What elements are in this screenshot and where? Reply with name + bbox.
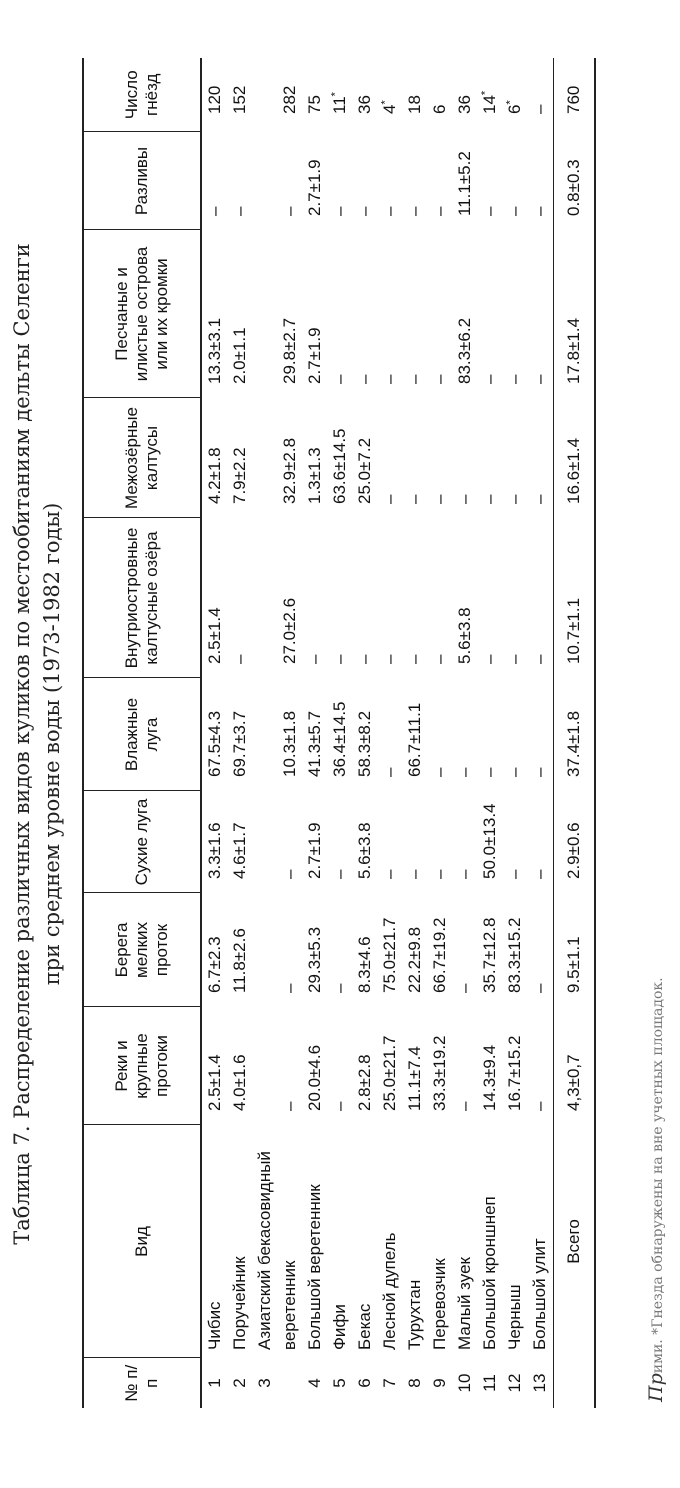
table-row xyxy=(201,58,227,1408)
row-nests: 18 xyxy=(405,95,424,114)
row-species: веретенник xyxy=(280,1260,299,1350)
row-banks: 35.7±12.8 xyxy=(480,917,499,993)
row-dry: – xyxy=(505,869,524,879)
row-sand: – xyxy=(380,374,399,384)
row-wet: 69.7±3.7 xyxy=(230,710,249,777)
row-lakes: – xyxy=(530,654,549,664)
total-wet: 37.4±1.8 xyxy=(554,678,596,791)
row-dry: – xyxy=(530,869,549,879)
row-dry: – xyxy=(405,869,424,879)
row-dry: 2.7±1.9 xyxy=(305,822,324,879)
row-interlake: – xyxy=(455,494,474,504)
row-interlake: – xyxy=(530,494,549,504)
row-num: 8 xyxy=(405,1378,424,1388)
row-wet: – xyxy=(530,767,549,777)
row-dry: – xyxy=(280,869,299,879)
row-dry: 3.3±1.6 xyxy=(205,822,224,879)
row-dry: 4.6±1.7 xyxy=(230,822,249,879)
row-interlake: 7.9±2.2 xyxy=(230,447,249,504)
table-body xyxy=(201,58,595,1408)
row-nests-cell xyxy=(452,58,477,132)
row-floods: – xyxy=(355,206,374,216)
row-rivers: 33.3±19.2 xyxy=(430,1035,449,1111)
row-floods: – xyxy=(230,206,249,216)
row-species: Перевозчик xyxy=(430,1258,449,1350)
row-banks: 6.7±2.3 xyxy=(205,936,224,993)
row-nests: 36 xyxy=(455,95,474,114)
row-rivers xyxy=(252,1007,277,1125)
row-sand: 2.0±1.1 xyxy=(230,327,249,384)
row-species: Бекас xyxy=(355,1303,374,1350)
row-wet: 10.3±1.8 xyxy=(280,710,299,777)
row-lakes: – xyxy=(505,654,524,664)
row-rivers: 20.0±4.6 xyxy=(305,1044,324,1111)
row-num: 4 xyxy=(305,1378,324,1388)
table-row xyxy=(352,58,377,1408)
table-row xyxy=(502,58,527,1408)
row-lakes: – xyxy=(380,654,399,664)
row-lakes: – xyxy=(305,654,324,664)
row-nests: 152 xyxy=(230,85,249,114)
row-rivers: – xyxy=(330,1101,349,1111)
footnote xyxy=(645,977,667,1402)
row-banks: – xyxy=(330,983,349,993)
row-wet: – xyxy=(480,767,499,777)
row-rivers: 14.3±9.4 xyxy=(480,1044,499,1111)
row-num: 3 xyxy=(255,1378,274,1388)
row-species: Поручейник xyxy=(230,1256,249,1350)
row-sand: 13.3±3.1 xyxy=(205,317,224,384)
row-rivers: 2.8±2.8 xyxy=(355,1054,374,1111)
row-lakes: – xyxy=(480,654,499,664)
row-wet: 36.4±14.5 xyxy=(330,701,349,777)
total-nests: 760 xyxy=(554,58,596,132)
row-sand xyxy=(252,230,277,398)
row-nests-cell xyxy=(201,58,227,132)
row-lakes: – xyxy=(330,654,349,664)
row-lakes: – xyxy=(355,654,374,664)
row-floods xyxy=(252,132,277,230)
row-banks xyxy=(252,893,277,1007)
row-floods: – xyxy=(380,206,399,216)
row-floods: 2.7±1.9 xyxy=(305,159,324,216)
row-species: Большой кроншнеп xyxy=(480,1196,499,1350)
row-floods: – xyxy=(480,206,499,216)
table-row xyxy=(477,58,502,1408)
row-sand: – xyxy=(505,374,524,384)
row-wet: – xyxy=(505,767,524,777)
row-num: 9 xyxy=(430,1378,449,1388)
row-nests-mark: * xyxy=(504,100,517,105)
header-floods: Разливы xyxy=(83,132,201,230)
table-row xyxy=(452,58,477,1408)
total-banks: 9.5±1.1 xyxy=(554,893,596,1007)
footnote-rest: ими. *Гнезда обнаружены на вне учетных площадок. xyxy=(650,977,666,1374)
total-lakes: 10.7±1.1 xyxy=(554,518,596,678)
row-rivers: 11.1±7.4 xyxy=(405,1046,424,1111)
row-wet: 67.5±4.3 xyxy=(205,710,224,777)
row-species: Большой улит xyxy=(530,1238,549,1350)
row-dry: – xyxy=(455,869,474,879)
header-wet: Влажные луга xyxy=(83,678,201,791)
row-lakes: 27.0±2.6 xyxy=(280,597,299,664)
row-interlake: 1.3±1.3 xyxy=(305,447,324,504)
header-species: Вид xyxy=(83,1125,201,1358)
row-nests: 75 xyxy=(305,95,324,114)
header-banks: Берега мелких проток xyxy=(83,893,201,1007)
row-dry: – xyxy=(430,869,449,879)
row-nests: 6 xyxy=(505,104,524,114)
row-nests-mark: * xyxy=(479,90,492,96)
row-species: Турухтан xyxy=(405,1279,424,1350)
table-title: Таблица 7. Распределение различных видов куликов по местообитаниям дельты Селенги xyxy=(10,243,34,1245)
row-species: Большой веретенник xyxy=(305,1184,324,1350)
row-nests-mark: * xyxy=(329,92,342,97)
row-nests-cell xyxy=(252,58,277,132)
row-dry xyxy=(252,791,277,893)
row-num: 12 xyxy=(505,1373,524,1393)
row-floods: – xyxy=(405,206,424,216)
row-wet xyxy=(252,678,277,791)
row-species: Лесной дупель xyxy=(380,1232,399,1350)
row-sand: 83.3±6.2 xyxy=(455,317,474,384)
row-sand: – xyxy=(480,374,499,384)
row-nests-cell xyxy=(427,58,452,132)
total-rivers: 4,3±0,7 xyxy=(554,1007,596,1125)
row-sand: – xyxy=(355,374,374,384)
row-banks: 29.3±5.3 xyxy=(305,926,324,993)
row-nests-cell xyxy=(477,58,502,132)
table-row xyxy=(277,58,302,1408)
row-nests-cell xyxy=(227,58,252,132)
row-nests-cell xyxy=(502,58,527,132)
row-species: Черныш xyxy=(505,1284,524,1350)
row-nests-cell xyxy=(527,58,554,132)
row-rivers: 2.5±1.4 xyxy=(205,1054,224,1111)
row-num: 2 xyxy=(230,1378,249,1388)
row-nests-cell xyxy=(377,58,402,132)
row-lakes: – xyxy=(405,654,424,664)
row-nests-cell xyxy=(302,58,327,132)
row-banks: – xyxy=(280,983,299,993)
row-interlake: 25.0±7.2 xyxy=(355,437,374,504)
table-row xyxy=(327,58,352,1408)
row-banks: 11.8±2.6 xyxy=(230,928,249,993)
row-nests: 4 xyxy=(380,104,399,114)
row-nests: 11 xyxy=(330,96,349,114)
row-interlake: – xyxy=(505,494,524,504)
total-interlake: 16.6±1.4 xyxy=(554,398,596,518)
table-row xyxy=(252,58,277,1408)
row-num: 7 xyxy=(380,1378,399,1388)
row-banks: 22.2±9.8 xyxy=(405,926,424,993)
row-lakes: 2.5±1.4 xyxy=(205,607,224,664)
row-interlake: – xyxy=(380,494,399,504)
row-floods: – xyxy=(280,206,299,216)
header-row xyxy=(83,58,201,1408)
row-dry: 50.0±13.4 xyxy=(480,803,499,879)
row-floods: – xyxy=(330,206,349,216)
row-num: 5 xyxy=(330,1378,349,1388)
header-num: № п/п xyxy=(83,1358,201,1408)
row-sand: 29.8±2.7 xyxy=(280,317,299,384)
row-interlake: – xyxy=(430,494,449,504)
row-dry: – xyxy=(330,869,349,879)
header-dry: Сухие луга xyxy=(83,791,201,893)
habitat-table xyxy=(82,58,596,1408)
header-interlake: Межозёрные калтусы xyxy=(83,398,201,518)
row-nests: 282 xyxy=(280,85,299,114)
row-num: 10 xyxy=(455,1373,474,1393)
table-subtitle: при среднем уровне воды (1973-1982 годы) xyxy=(40,502,64,986)
row-lakes: 5.6±3.8 xyxy=(455,607,474,664)
row-interlake: 32.9±2.8 xyxy=(280,437,299,504)
total-dry: 2.9±0.6 xyxy=(554,791,596,893)
row-wet: – xyxy=(380,767,399,777)
row-wet: – xyxy=(455,767,474,777)
row-species: Азиатский бекасовидный xyxy=(255,1151,274,1350)
row-sand: 2.7±1.9 xyxy=(305,327,324,384)
table-row xyxy=(427,58,452,1408)
row-wet: 66.7±11.1 xyxy=(405,702,424,777)
row-wet: – xyxy=(430,767,449,777)
row-dry: 5.6±3.8 xyxy=(355,822,374,879)
table-row xyxy=(377,58,402,1408)
total-num xyxy=(554,1358,596,1408)
row-num xyxy=(277,1358,302,1408)
row-nests-cell xyxy=(277,58,302,132)
row-banks: 75.0±21.7 xyxy=(380,917,399,993)
row-species: Фифи xyxy=(330,1304,349,1350)
row-nests: – xyxy=(530,104,549,114)
row-nests: 120 xyxy=(205,85,224,114)
header-lakes: Внутриостровные калтусные озёра xyxy=(83,518,201,678)
row-nests-cell xyxy=(402,58,427,132)
row-lakes: – xyxy=(230,654,249,664)
row-nests: 36 xyxy=(355,95,374,114)
row-nests: 6 xyxy=(430,104,449,114)
row-sand: – xyxy=(330,374,349,384)
row-num: 6 xyxy=(355,1378,374,1388)
total-floods: 0.8±0.3 xyxy=(554,132,596,230)
row-interlake: 4.2±1.8 xyxy=(205,447,224,504)
row-rivers: – xyxy=(455,1101,474,1111)
row-num: 13 xyxy=(530,1373,549,1393)
row-banks: 83.3±15.2 xyxy=(505,917,524,993)
row-sand: – xyxy=(430,374,449,384)
row-nests-mark: * xyxy=(379,100,392,105)
total-label: Всего xyxy=(554,1125,596,1358)
row-interlake: – xyxy=(405,494,424,504)
row-banks: – xyxy=(530,983,549,993)
row-rivers: – xyxy=(280,1101,299,1111)
row-floods: – xyxy=(430,206,449,216)
row-lakes: – xyxy=(430,654,449,664)
row-banks: 8.3±4.6 xyxy=(355,936,374,993)
row-rivers: 16.7±15.2 xyxy=(505,1035,524,1111)
row-rivers: 4.0±1.6 xyxy=(230,1054,249,1111)
row-sand: – xyxy=(405,374,424,384)
row-floods: – xyxy=(530,206,549,216)
row-wet: 58.3±8.2 xyxy=(355,710,374,777)
row-floods: – xyxy=(205,206,224,216)
row-wet: 41.3±5.7 xyxy=(305,710,324,777)
table-row xyxy=(402,58,427,1408)
row-lakes xyxy=(252,518,277,678)
header-rivers: Реки и крупные протоки xyxy=(83,1007,201,1125)
total-row xyxy=(554,58,596,1408)
table-row xyxy=(302,58,327,1408)
row-floods: – xyxy=(505,206,524,216)
row-interlake xyxy=(252,398,277,518)
table-row xyxy=(527,58,554,1408)
table-row xyxy=(227,58,252,1408)
row-dry: – xyxy=(380,869,399,879)
row-interlake: 63.6±14.5 xyxy=(330,428,349,504)
row-num: 11 xyxy=(480,1374,499,1392)
row-rivers: 25.0±21.7 xyxy=(380,1035,399,1111)
row-nests-cell xyxy=(327,58,352,132)
row-nests-cell xyxy=(352,58,377,132)
row-banks: – xyxy=(455,983,474,993)
footnote-lead: Пр xyxy=(645,1373,667,1402)
header-nests: Число гнёзд xyxy=(122,70,161,120)
row-num: 1 xyxy=(205,1378,224,1388)
row-species: Чибис xyxy=(205,1301,224,1350)
row-species: Малый зуек xyxy=(455,1257,474,1350)
row-sand: – xyxy=(530,374,549,384)
row-banks: 66.7±19.2 xyxy=(430,917,449,993)
row-floods: 11.1±5.2 xyxy=(455,151,474,216)
row-rivers: – xyxy=(530,1101,549,1111)
row-nests: 14 xyxy=(480,95,499,114)
row-interlake: – xyxy=(480,494,499,504)
total-sand: 17.8±1.4 xyxy=(554,230,596,398)
header-sand: Песчаные и илистые острова или их кромки xyxy=(83,230,201,398)
